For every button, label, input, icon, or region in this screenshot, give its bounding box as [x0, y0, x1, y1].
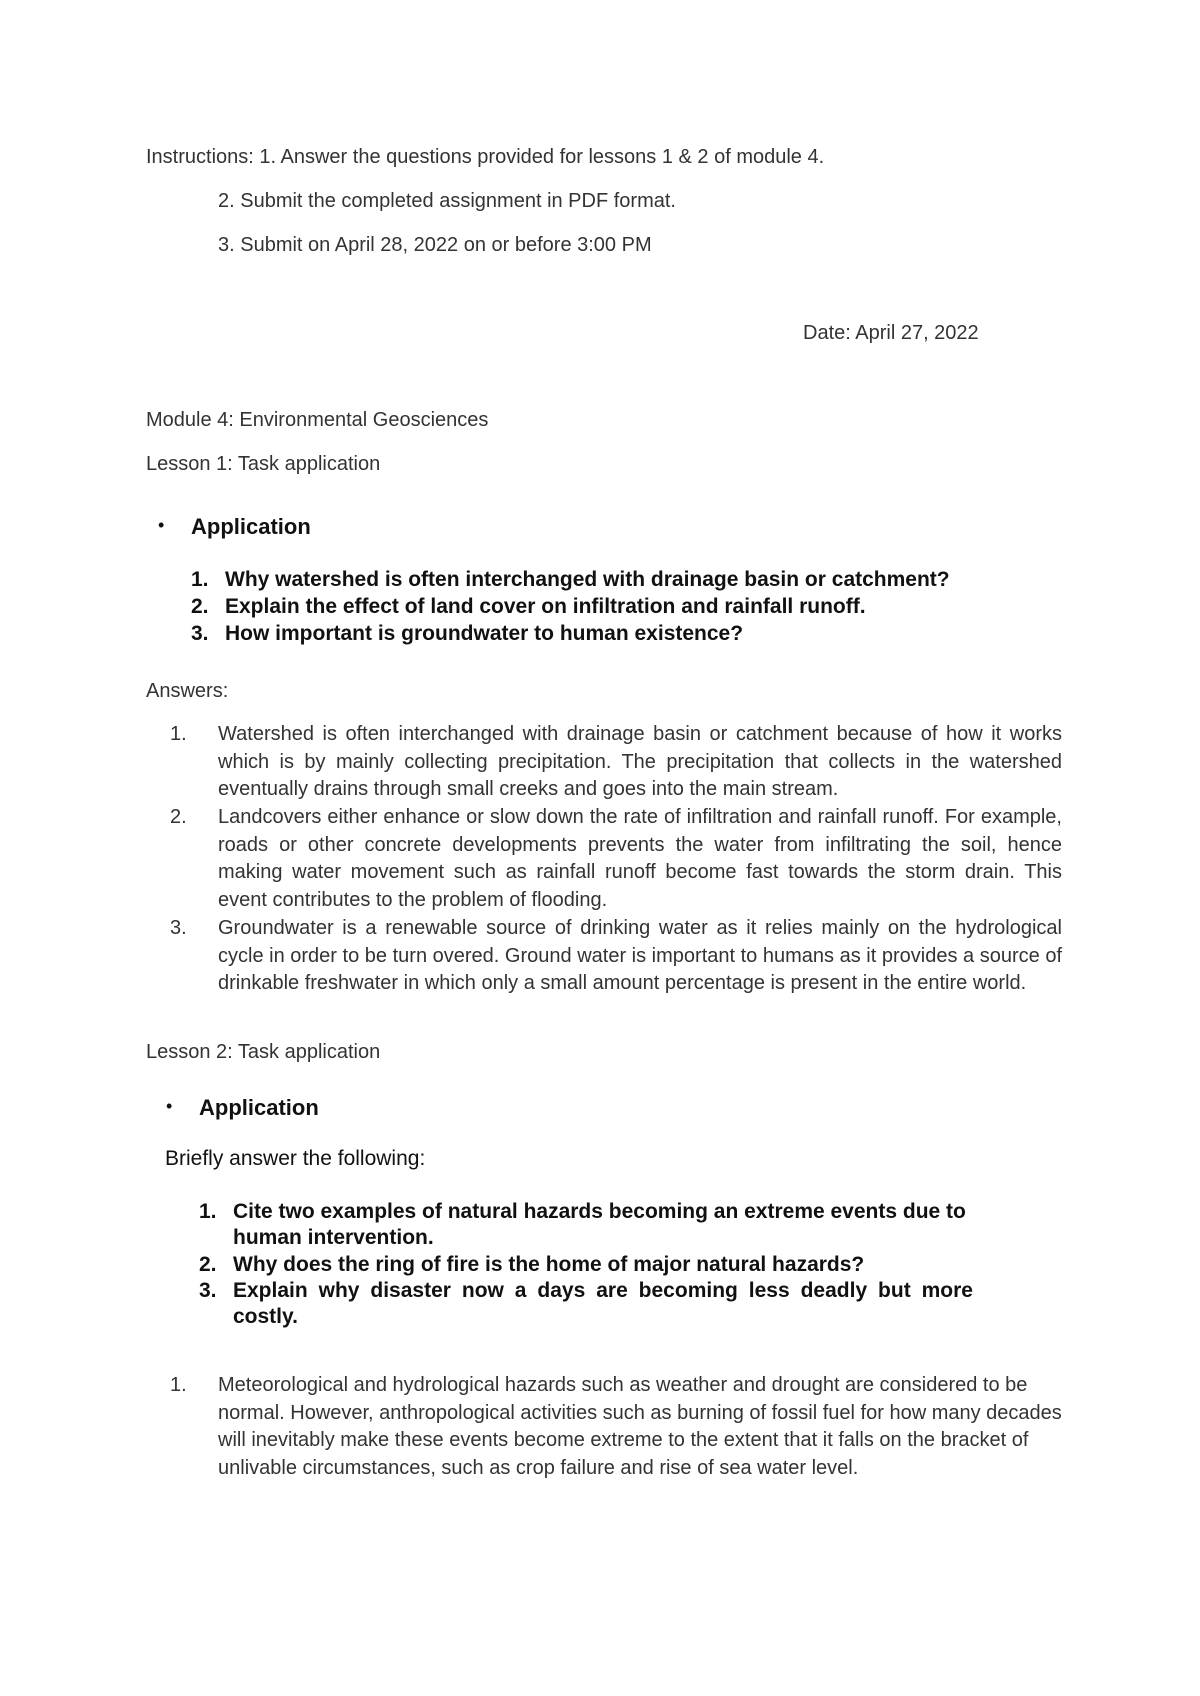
question-number: 3. — [199, 1279, 217, 1302]
instruction-item-3: 3. Submit on April 28, 2022 on or before 3:00 PM — [218, 234, 652, 256]
answer-number: 3. — [170, 917, 187, 939]
answer-text: Watershed is often interchanged with drainage basin or catchment because of how it works which is by mainly collecting precipitation. The precipitation that collects in the watershed eventually drains through small creeks and goes into the main stream. — [218, 723, 1062, 800]
instructions-line-1 — [146, 145, 824, 169]
answer-number: 1. — [170, 723, 187, 745]
question-text: Explain why disaster now a days are becoming less deadly but more costly. — [233, 1279, 973, 1328]
date-line: Date: April 27, 2022 — [803, 322, 979, 344]
lesson2-application-heading: Application — [199, 1095, 319, 1120]
question-text: Explain the effect of land cover on infiltration and rainfall runoff. — [225, 595, 866, 618]
module-title: Module 4: Environmental Geosciences — [146, 409, 489, 431]
answer-text: Groundwater is a renewable source of drinking water as it relies mainly on the hydrological cycle in order to be turn overed. Ground water is important to humans as it provides a source of drinkable freshwater in which only a small amount percentage is present in the entire world. — [218, 917, 1062, 994]
question-number: 3. — [191, 622, 209, 645]
lesson1-title: Lesson 1: Task application — [146, 453, 381, 475]
lesson2-title: Lesson 2: Task application — [146, 1041, 381, 1063]
answer-text: Meteorological and hydrological hazards such as weather and drought are considered to be normal. However, anthropological activities such as burning of fossil fuel for how many decades will inevitably make these events become extreme to the extent that it falls on the bracket of unlivable circumstances, such as crop failure and rise of sea water level. — [218, 1374, 1062, 1479]
lesson1-application-heading: Application — [191, 514, 311, 539]
question-number: 2. — [199, 1253, 217, 1276]
question-text: Why watershed is often interchanged with drainage basin or catchment? — [225, 568, 950, 591]
question-text: How important is groundwater to human existence? — [225, 622, 744, 645]
answer-text: Landcovers either enhance or slow down the rate of infiltration and rainfall runoff. For example, roads or other concrete developments prevents the water from infiltrating the soil, hence making water movement such as rainfall runoff become fast towards the storm drain. This event contributes to the problem of flooding. — [218, 806, 1062, 911]
answers-label: Answers: — [146, 680, 229, 702]
question-number: 1. — [199, 1200, 217, 1223]
question-text: Cite two examples of natural hazards becoming an extreme events due to human intervention. — [233, 1200, 966, 1249]
instructions-label: Instructions: — [146, 146, 254, 168]
answer-number: 2. — [170, 806, 187, 828]
instruction-item-1: 1. Answer the questions provided for lessons 1 & 2 of module 4. — [259, 146, 825, 168]
lesson1-bullet-icon: • — [158, 515, 165, 535]
answer-number: 1. — [170, 1374, 187, 1396]
question-number: 1. — [191, 568, 209, 591]
question-text: Why does the ring of fire is the home of major natural hazards? — [233, 1253, 865, 1276]
question-number: 2. — [191, 595, 209, 618]
instruction-item-2: 2. Submit the completed assignment in PDF format. — [218, 190, 676, 212]
lesson2-bullet-icon: • — [166, 1096, 173, 1116]
lesson2-intro: Briefly answer the following: — [165, 1147, 426, 1170]
